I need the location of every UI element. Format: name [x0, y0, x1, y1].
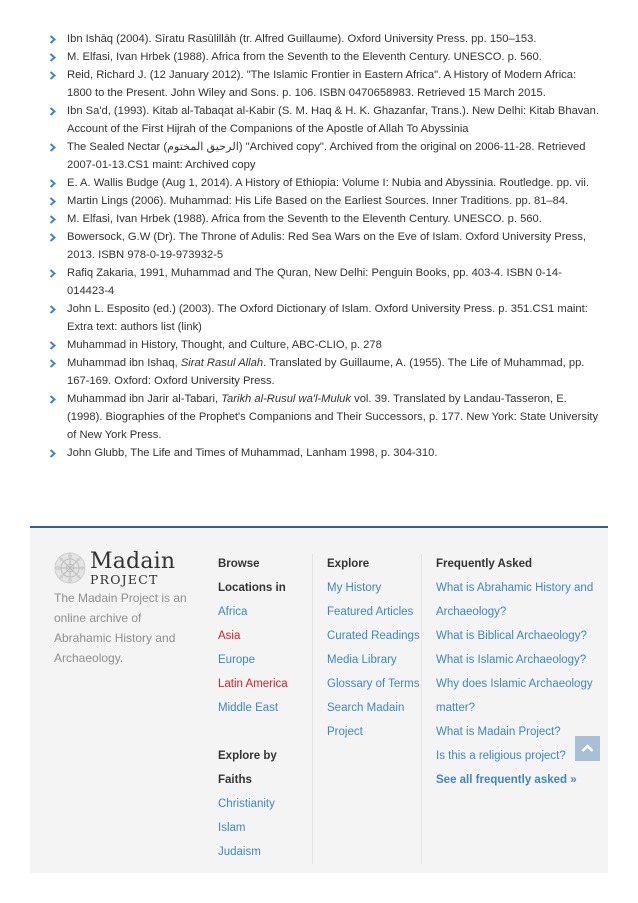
reference-text: vol. 39. Translated by Landau-Tasseron, E. (1998). Biographies of the Prophet's Companions and Their Successors, p. 177. New York: State University of New York Press.	[67, 393, 599, 441]
reference-text: Martin Lings (2006). Muhammad: His Life Based on the Earliest Sources. Inner Traditions. pp. 81–84.	[67, 195, 569, 207]
reference-item	[48, 192, 600, 210]
reference-text: Reid, Richard J. (12 January 2012). "The Islamic Frontier in Eastern Africa". A History of Modern Africa: 1800 to the Present. John Wiley and Sons. p. 106. ISBN 0470658983. Retrieved 15 March 2015.	[67, 69, 577, 99]
chevron-right-icon	[48, 336, 60, 354]
column-spacer	[218, 720, 308, 744]
explore-heading: Explore	[327, 558, 370, 570]
chevron-right-icon	[48, 30, 60, 48]
faq-link-madain-project[interactable]: What is Madain Project?	[436, 726, 561, 738]
explore-link-media-library[interactable]: Media Library	[327, 654, 397, 666]
column-divider	[312, 554, 313, 864]
footer-browse-column	[218, 552, 308, 864]
reference-item	[48, 228, 600, 264]
chevron-right-icon	[48, 192, 60, 210]
explore-link-my-history[interactable]: My History	[327, 582, 382, 594]
reference-item	[48, 444, 600, 462]
column-divider	[421, 554, 422, 864]
faq-see-all-link[interactable]: See all frequently asked »	[436, 774, 577, 786]
faith-link-islam[interactable]: Islam	[218, 822, 246, 834]
reference-item	[48, 102, 600, 138]
reference-title-italic: Sirat Rasul Allah	[180, 357, 264, 369]
reference-text: E. A. Wallis Budge (Aug 1, 2014). A History of Ethiopia: Volume I: Nubia and Abyssinia. Routledge. pp. vii.	[67, 177, 589, 189]
references-list	[48, 30, 600, 462]
chevron-right-icon	[48, 102, 60, 120]
logo-title: Madain	[90, 549, 176, 574]
reference-text: M. Elfasi, Ivan Hrbek (1988). Africa from the Seventh to the Eleventh Century. UNESCO. p. 560.	[67, 51, 542, 63]
faith-link-judaism[interactable]: Judaism	[218, 846, 261, 858]
faq-link-biblical-archaeology[interactable]: What is Biblical Archaeology?	[436, 630, 587, 642]
chevron-up-icon	[581, 743, 594, 753]
reference-item	[48, 174, 600, 192]
reference-item	[48, 138, 600, 174]
chevron-right-icon	[48, 390, 60, 408]
logo-subtitle: PROJECT	[90, 572, 159, 587]
reference-item	[48, 300, 600, 336]
reference-title-italic: Tarikh al-Rusul wa'l-Muluk	[221, 393, 351, 405]
chevron-right-icon	[48, 228, 60, 246]
reference-item	[48, 264, 600, 300]
explore-link-glossary[interactable]: Glossary of Terms	[327, 678, 420, 690]
explore-link-curated-readings[interactable]: Curated Readings	[327, 630, 420, 642]
location-link-middle-east[interactable]: Middle East	[218, 702, 279, 714]
chevron-right-icon	[48, 264, 60, 282]
faq-link-islamic-archaeology-matter[interactable]: Why does Islamic Archaeology matter?	[436, 678, 593, 714]
location-link-europe[interactable]: Europe	[218, 654, 256, 666]
explore-link-search[interactable]: Search Madain Project	[327, 702, 405, 738]
footer-about-text: The Madain Project is an online archive of Abrahamic History and Archaeology.	[54, 591, 187, 665]
explore-link-featured-articles[interactable]: Featured Articles	[327, 606, 414, 618]
reference-item	[48, 354, 600, 390]
chevron-right-icon	[48, 66, 60, 84]
faq-heading: Frequently Asked	[436, 558, 533, 570]
locations-heading: Locations in	[218, 582, 286, 594]
site-logo[interactable]	[54, 550, 194, 590]
faq-link-religious-project[interactable]: Is this a religious project?	[436, 750, 566, 762]
reference-item	[48, 48, 600, 66]
reference-text: Muhammad in History, Thought, and Culture, ABC-CLIO, p. 278	[67, 339, 382, 351]
chevron-right-icon	[48, 138, 60, 156]
reference-text: M. Elfasi, Ivan Hrbek (1988). Africa from the Seventh to the Eleventh Century. UNESCO. p. 560.	[67, 213, 542, 225]
reference-text: Muhammad ibn Ishaq,	[67, 357, 181, 369]
back-to-top-button[interactable]	[575, 736, 600, 761]
reference-item	[48, 210, 600, 228]
faith-link-christianity[interactable]: Christianity	[218, 798, 275, 810]
reference-item	[48, 336, 600, 354]
reference-text: Muhammad ibn Jarir al-Tabari,	[67, 393, 222, 405]
faq-link-abrahamic-history[interactable]: What is Abrahamic History and Archaeology?	[436, 582, 594, 618]
browse-heading: Browse	[218, 558, 260, 570]
chevron-right-icon	[48, 48, 60, 66]
faiths-heading: Explore by Faiths	[218, 750, 277, 786]
site-footer	[30, 528, 608, 873]
reference-text: . Translated by Guillaume, A. (1955). The Life of Muhammad, pp. 167-169. Oxford: Oxford University Press.	[67, 357, 585, 387]
chevron-right-icon	[48, 354, 60, 372]
footer-explore-column	[327, 552, 423, 744]
location-link-africa[interactable]: Africa	[218, 606, 248, 618]
reference-item	[48, 390, 600, 444]
reference-item	[48, 30, 600, 48]
faq-link-islamic-archaeology[interactable]: What is Islamic Archaeology?	[436, 654, 587, 666]
reference-text: The Sealed Nectar (الرحيق المختوم) "Archived copy". Archived from the original on 2006-11-28. Retrieved 2007-01-13.CS1 maint: Archived copy	[67, 141, 586, 171]
reference-text: John L. Esposito (ed.) (2003). The Oxford Dictionary of Islam. Oxford University Press. p. 351.CS1 maint: Extra text: authors list (link)	[67, 303, 588, 333]
location-link-asia[interactable]: Asia	[218, 630, 241, 642]
reference-item	[48, 66, 600, 102]
reference-text: Ibn Ishāq (2004). Sīratu Rasūlillāh (tr. Alfred Guillaume). Oxford University Press. pp. 150–153.	[67, 33, 537, 45]
location-link-latin-america[interactable]: Latin America	[218, 678, 288, 690]
madain-emblem-icon	[54, 552, 86, 584]
reference-text: Ibn Sa'd, (1993). Kitab al-Tabaqat al-Kabir (S. M. Haq & H. K. Ghazanfar, Trans.). New Delhi: Kitab Bhavan. Account of the First Hijrah of the Companions of the Apostle of Allah To Abyssinia	[67, 105, 599, 135]
chevron-right-icon	[48, 210, 60, 228]
chevron-right-icon	[48, 174, 60, 192]
reference-text: Rafiq Zakaria, 1991, Muhammad and The Quran, New Delhi: Penguin Books, pp. 403-4. ISBN 0-14-014423-4	[67, 267, 562, 297]
reference-text: John Glubb, The Life and Times of Muhammad, Lanham 1998, p. 304-310.	[67, 447, 438, 459]
chevron-right-icon	[48, 444, 60, 462]
chevron-right-icon	[48, 300, 60, 318]
reference-text: Bowersock, G.W (Dr). The Throne of Adulis: Red Sea Wars on the Eve of Islam. Oxford University Press, 2013. ISBN 978-0-19-973932-5	[67, 231, 586, 261]
